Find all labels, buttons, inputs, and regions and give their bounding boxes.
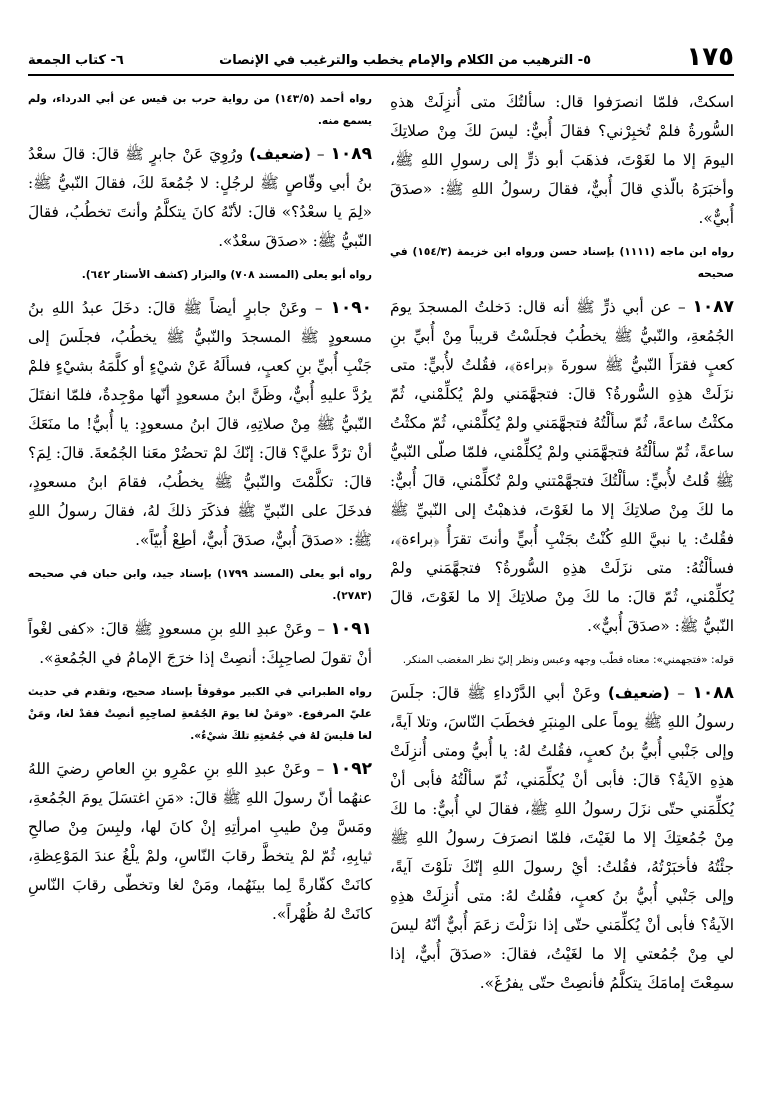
hadith-1089: ١٠٨٩ – (ضعيف) ورُوِيَ عَنْ جابرٍ ﷺ قالَ: قالَ سعْدُ بنُ أبي وقّاصٍ ﷺ لرجُلٍ: لا جُمُعةَ لكَ، فقالَ النّبيُّ ﷺ: «لِمَ يا سعْدُ؟» قالَ: لأنّهُ كانَ يتكلَّمُ وأنتَ تخطُبُ، فقالَ النّبيُّ ﷺ: «صدَقَ سعْدٌ». [28,144,372,250]
chapter-title: ٥- الترهيب من الكلام والإمام يخطب والترغيب في الإنصات [219,53,592,68]
hadith-number: ١٠٨٩ [330,144,372,164]
hadith-grade: (ضعيف) [607,684,670,702]
hadith-text: – وعَنْ جابرٍ أيضاً ﷺ قالَ: دخَلَ عبدُ اللهِ بنُ مسعودٍ ﷺ المسجدَ والنّبيُّ ﷺ يخطُبُ، فجلَسَ إلى جَنْبِ أُبيِّ بنِ كعبٍ، فسألَهُ عَنْ شيْءٍ أو كلَّمَهُ بشيْءٍ فلمْ يرُدَّ عليهِ أُبيٌّ، وظَنَّ ابنُ مسعودٍ أنّها موْجِدةٌ، فلمّا انفتَلَ النّبيُّ ﷺ مِنْ صلاتِهِ، قالَ ابنُ مسعودٍ: يا أُبيُّ! ما منَعَكَ أنْ ترُدَّ عليَّ؟ قالَ: إنّكَ لمْ تحضُرْ معَنا الجُمُعةَ. قالَ: لِمَ؟ قالَ: تكلَّمْتَ والنّبيُّ ﷺ يخطُبُ، فقامَ ابنُ مسعودٍ، فدخَلَ على النّبيِّ ﷺ فذكَرَ ذلكَ لهُ، فقالَ رسولُ اللهِ ﷺ: «صدَقَ أُبيٌّ، صدَقَ أُبيٌّ، أطِعْ أُبيّاً». [28,299,372,549]
left-column [28,88,372,1067]
hadith-1087-gloss: قوله: «فتجهمني»: معناه قطّب وجهه وعبس ونظر إليّ نظر المغضب المنكر. [402,654,734,666]
hadith-1091-source: رواه الطبراني في الكبير موقوفاً بإسناد صحيح، وتقدم في حديث عليّ المرفوع. «ومَنْ لغا يومَ الجُمُعةِ لصاحِبِهِ أنصِتْ فقدْ لغا، ومَنْ لغا فليسَ لهُ في جُمُعتِهِ تلكَ شيْءٌ». [28,686,372,742]
hadith-text: وعَنْ أبي الدَّرْداءِ ﷺ قالَ: جلَسَ رسولُ اللهِ ﷺ يوماً على المِنبَرِ فخطَبَ النّاسَ، وتلا آيةً، وإلى جَنْبي أُبيُّ بنُ كعبٍ، فقُلتُ لهُ: يا أُبيُّ ومتى أُنزِلَتْ هذِهِ الآيةُ؟ قالَ: فأبى أنْ يُكلِّمَني، ثُمّ سألْتُهُ فأبى أنْ يُكلِّمَني حتّى نزَلَ رسولُ اللهِ ﷺ، فقالَ لي أُبيٌّ: ما لكَ مِنْ جُمُعتِكَ إلا ما لغَيْتَ، فلمّا انصرَفَ رسولُ اللهِ ﷺ جئْتُهُ فأخبَرْتُهُ، فقُلتُ: أيْ رسولَ اللهِ إنّكَ تلَوْتَ آيةً، وإلى جَنْبي أُبيُّ بنُ كعبٍ، فقُلتُ لهُ: متى أُنزِلَتْ هذِهِ الآيةُ؟ فأبى أنْ يُكلِّمَني حتّى إذا نزَلْتَ زعَمَ أُبيٌّ أنّهُ ليسَ لي مِنْ جُمُعتي إلا ما لغَيْتُ، فقالَ: «صدَقَ أُبيٌّ، إذا سمِعْتَ إمامَكَ يتكلَّمُ فأنصِتْ حتّى يفرُغَ». [390,684,734,992]
hadith-number: ١٠٩١ [330,619,372,639]
hadith-number: ١٠٩٢ [330,759,372,779]
hadith-number: ١٠٨٧ [692,297,734,317]
hadith-1088-source: رواه أحمد (١٤٣/٥) من رواية حرب بن قيس عن أبي الدرداء، ولم يسمع منه. [28,93,372,127]
hadith-text: – وعَنْ عبدِ اللهِ بنِ مسعودٍ ﷺ قالَ: «كفى لغْواً أنْ تقولَ لصاحِبِكَ: أنصِتْ إذا خرَجَ الإمامُ في الجُمُعةِ». [28,620,372,667]
hadith-grade: (ضعيف) [249,145,311,163]
book-title: ٦- كتاب الجمعة [28,53,124,68]
running-header [28,40,734,76]
hadith-number: ١٠٨٨ [692,683,734,703]
hadith-1089-source: رواه أبو يعلى (المسند ٧٠٨) والبزار (كشف الأستار ٦٤٢). [81,269,372,281]
page-number: ١٧٥ [686,42,734,72]
hadith-1088: ١٠٨٨ – (ضعيف) وعَنْ أبي الدَّرْداءِ ﷺ قالَ: جلَسَ رسولُ اللهِ ﷺ يوماً على المِنبَرِ فخطَبَ النّاسَ، وتلا آيةً، وإلى جَنْبي أُبيُّ بنُ كعبٍ، فقُلتُ لهُ: يا أُبيُّ ومتى أُنزِلَتْ هذِهِ الآيةُ؟ قالَ: فأبى أنْ يُكلِّمَني، ثُمّ سألْتُهُ فأبى أنْ يُكلِّمَني حتّى نزَلَ رسولُ اللهِ ﷺ، فقالَ لي أُبيٌّ: ما لكَ مِنْ جُمُعتِكَ إلا ما لغَيْتَ، فلمّا انصرَفَ رسولُ اللهِ ﷺ جئْتُهُ فأخبَرْتُهُ، فقُلتُ: أيْ رسولَ اللهِ إنّكَ تلَوْتَ آيةً، وإلى جَنْبي أُبيُّ بنُ كعبٍ، فقُلتُ لهُ: متى أُنزِلَتْ هذِهِ الآيةُ؟ فأبى أنْ يُكلِّمَني حتّى إذا نزَلْتَ زعَمَ أُبيٌّ أنّهُ ليسَ لي مِنْ جُمُعتي إلا ما لغَيْتُ، فقالَ: «صدَقَ أُبيٌّ، إذا سمِعْتَ إمامَكَ يتكلَّمُ فأنصِتْ حتّى يفرُغَ». [390,683,734,992]
hadith-1086-continuation: اسكتْ، فلمّا انصرَفوا قال: سألتُكَ متى أُنزِلَتْ هذهِ السُّورةُ فلمْ تُخبِرْني؟ فقالَ أُبيٌّ: ليسَ لكَ مِنْ صلاتِكَ اليومَ إلا ما لغَوْتَ، فذهَبَ أبو ذرٍّ إلى رسولِ اللهِ ﷺ، وأخبَرَهُ بالّذي قالَ أُبيٌّ، فقالَ رسولُ اللهِ ﷺ: «صدَقَ أُبيٌّ». [390,93,734,227]
hadith-1086-source: رواه ابن ماجه (١١١١) بإسناد حسن ورواه ابن خزيمة (١٥٤/٣) في صحيحه [390,246,735,280]
hadith-1087 [390,293,734,641]
hadith-text: ورُوِيَ عَنْ جابرٍ ﷺ قالَ: قالَ سعْدُ بنُ أبي وقّاصٍ ﷺ لرجُلٍ: لا جُمُعةَ لكَ، فقالَ النّبيُّ ﷺ: «لِمَ يا سعْدُ؟» قالَ: لأنّهُ كانَ يتكلَّمُ وأنتَ تخطُبُ، فقالَ النّبيُّ ﷺ: «صدَقَ سعْدٌ». [28,145,372,250]
hadith-text: – عن أبي ذرٍّ ﷺ أنه قال: دَخلتُ المسجدَ يومَ الجُمُعةِ، والنّبيُّ ﷺ يخطُبُ فجلَسْتُ قريباً مِنْ أُبيِّ بنِ كعبٍ فقرَأَ النّبيُّ ﷺ سورةَ ﴿براءة﴾، فقُلتُ لأُبيٍّ: متى نزَلَتْ هذِهِ السُّورةُ؟ قالَ: فتجهَّمَني ولمْ يُكلِّمْني، ثُمّ مكثْتُ ساعةً، ثُمّ سألْتُهُ فتجهَّمَني ولمْ يُكلِّمْني، ثُمّ مكثْتُ ساعةً، ثُمّ سألْتُهُ فتجهَّمَني ولمْ يُكلِّمْني، فلمّا صلّى النّبيُّ ﷺ قُلتُ لأُبيٍّ: سألْتُكَ فتجهَّمْتني ولمْ تُكلِّمْني، قالَ أُبيٌّ: ما لكَ مِنْ صلاتِكَ إلا ما لغَوْتَ، فذهبْتُ إلى النّبيِّ ﷺ فقُلتُ: يا نبيَّ اللهِ كُنْتُ بجَنْبِ أُبيٍّ وأنتَ تقرَأُ ﴿براءة﴾، فسألْتُهُ: متى نزَلَتْ هذِهِ السُّورةُ؟ فتجهَّمَني ولمْ يُكلِّمْني، ثُمّ قالَ: ما لكَ مِنْ صلاتِكَ إلا ما لغَوْتَ، قالَ النّبيُّ ﷺ: «صدَقَ أُبيٌّ». [390,298,734,635]
hadith-1091 [28,615,372,673]
hadith-number: ١٠٩٠ [330,298,372,318]
right-column [390,88,734,1067]
hadith-text: – وعَنْ عبدِ اللهِ بنِ عمْرِو بنِ العاصِ رضيَ اللهُ عنهُما أنّ رسولَ اللهِ ﷺ قالَ: «مَنِ اغتسَلَ يومَ الجُمُعةِ، ومَسَّ مِنْ طيبِ امرأتِهِ إنْ كانَ لها، ولبِسَ مِنْ صالحِ ثيابِهِ، ثُمّ لمْ يتخطَّ رقابَ النّاسِ، ولمْ يلْغُ عندَ المَوْعِظةِ، كانَتْ كفّارةً لِما بينَهُما، ومَنْ لغا وتخطّى رقابَ النّاسِ كانَتْ لهُ ظُهْراً». [28,760,372,923]
hadith-1092 [28,755,372,929]
hadith-1090-source: رواه أبو يعلى (المسند ١٧٩٩) بإسناد جيد، وابن حبان في صحيحه (٢٧٨٣). [28,568,372,602]
hadith-1090 [28,294,372,555]
